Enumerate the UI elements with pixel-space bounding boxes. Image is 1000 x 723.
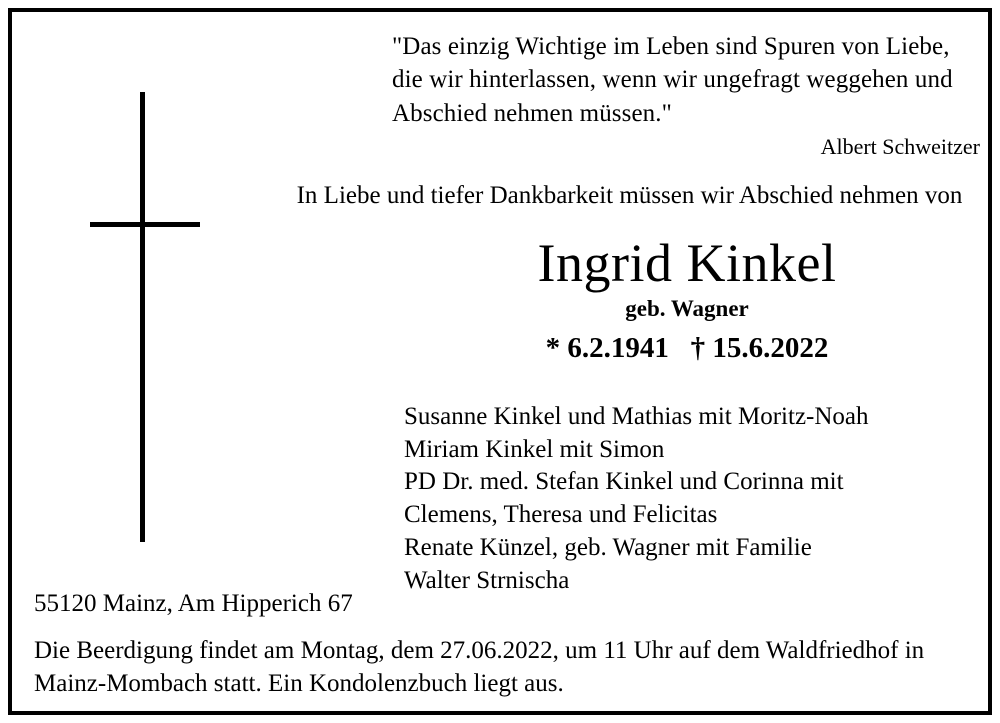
quote-text: "Das einzig Wichtige im Leben sind Spuren von Liebe, die wir hinterlassen, wenn wir ungefragt weggehen und Abschied nehmen müssen." (392, 33, 953, 127)
list-item: Renate Künzel, geb. Wagner mit Familie (404, 533, 812, 561)
christian-cross-icon (82, 82, 212, 552)
notice-text-column (296, 30, 982, 597)
intro-line: In Liebe und tiefer Dankbarkeit müssen wir Abschied nehmen von (296, 181, 963, 209)
list-item: Clemens, Theresa und Felicitas (404, 501, 718, 528)
funeral-information: Die Beerdigung findet am Montag, dem 27.06.2022, um 11 Uhr auf dem Waldfriedhof in Mainz-Mombach statt. Ein Kondolenzbuch liegt aus. (34, 637, 925, 698)
cross-horizontal-bar (90, 222, 200, 227)
list-item: Miriam Kinkel mit Simon (404, 435, 665, 463)
address-line: 55120 Mainz, Am Hipperich 67 (34, 590, 353, 617)
quote-author: Albert Schweitzer (820, 133, 980, 159)
list-item: Walter Strnischa (404, 566, 570, 594)
deceased-name: Ingrid Kinkel (537, 232, 837, 293)
notice-inner (12, 12, 988, 711)
maiden-name: geb. Wagner (625, 295, 749, 321)
list-item: Susanne Kinkel und Mathias mit Moritz-Noah (404, 402, 869, 430)
notice-border (8, 8, 992, 715)
survivors-list (392, 401, 982, 598)
list-item: PD Dr. med. Stefan Kinkel und Corinna mit (404, 468, 844, 496)
cross-vertical-bar (140, 92, 145, 542)
birth-death-dates: * 6.2.1941 † 15.6.2022 (545, 331, 829, 364)
